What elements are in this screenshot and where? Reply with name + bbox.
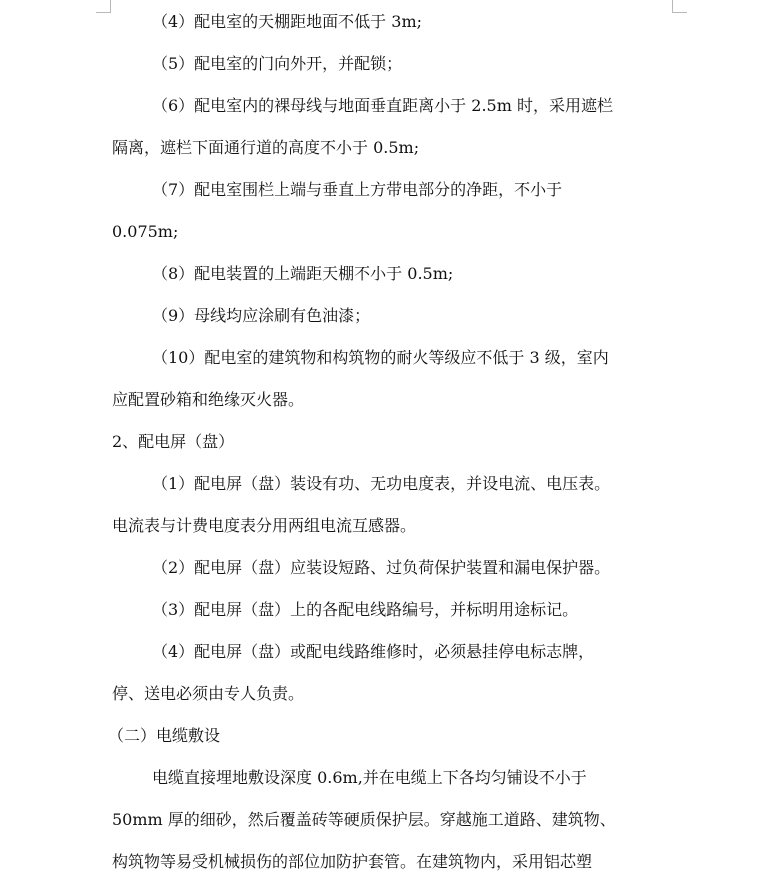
document-line [0,596,783,624]
document-line [0,218,783,246]
paragraph-item-5: （5）配电室的门向外开，并配锁； [152,54,403,73]
paragraph-item-4: （4）配电室的天棚距地面不低于 3m; [152,12,423,31]
panel-item-3: （3）配电屏（盘）上的各配电线路编号，并标明用途标记。 [152,600,579,619]
document-line [0,722,783,750]
document-line [0,638,783,666]
document-line [0,176,783,204]
document-line [0,50,783,78]
document-line [0,8,783,36]
paragraph-item-7: （7）配电室围栏上端与垂直上方带电部分的净距，不小于 [152,180,563,199]
paragraph-item-10: （10）配电室的建筑物和构筑物的耐火等级应不低于 3 级，室内 [152,348,609,367]
document-line [0,134,783,162]
section-heading-cable-laying: （二）电缆敷设 [108,726,221,745]
document-line [0,848,783,876]
panel-item-1: （1）配电屏（盘）装设有功、无功电度表，并设电流、电压表。 [152,474,611,493]
paragraph-item-10-continued: 应配置砂箱和绝缘灭火器。 [112,390,305,409]
document-line [0,554,783,582]
panel-item-4: （4）配电屏（盘）或配电线路维修时，必须悬挂停电标志牌， [152,642,595,661]
paragraph-item-6: （6）配电室内的裸母线与地面垂直距离小于 2.5m 时，采用遮栏 [152,96,613,115]
paragraph-item-9: （9）母线均应涂刷有色油漆； [152,306,371,325]
document-line [0,764,783,792]
section-heading-distribution-panel: 2、配电屏（盘） [112,432,235,451]
document-line [0,806,783,834]
cable-paragraph-line-1: 电缆直接埋地敷设深度 0.6m,并在电缆上下各均匀铺设不小于 [152,768,587,787]
document-line [0,260,783,288]
document-line [0,92,783,120]
document-line [0,386,783,414]
document-line [0,470,783,498]
document-line [0,680,783,708]
panel-item-1-continued: 电流表与计费电度表分用两组电流互感器。 [112,516,417,535]
cable-paragraph-line-2: 50mm 厚的细砂，然后覆盖砖等硬质保护层。穿越施工道路、建筑物、 [112,810,616,829]
document-line [0,344,783,372]
document-line [0,428,783,456]
cable-paragraph-line-3: 构筑物等易受机械损伤的部位加防护套管。在建筑物内，采用铝芯塑 [112,852,593,871]
panel-item-4-continued: 停、送电必须由专人负责。 [112,684,305,703]
document-line [0,512,783,540]
paragraph-item-8: （8）配电装置的上端距天棚不小于 0.5m; [152,264,454,283]
panel-item-2: （2）配电屏（盘）应装设短路、过负荷保护装置和漏电保护器。 [152,558,611,577]
paragraph-item-7-continued: 0.075m; [112,222,179,241]
paragraph-item-6-continued: 隔离，遮栏下面通行道的高度不小于 0.5m; [112,138,420,157]
document-line [0,302,783,330]
